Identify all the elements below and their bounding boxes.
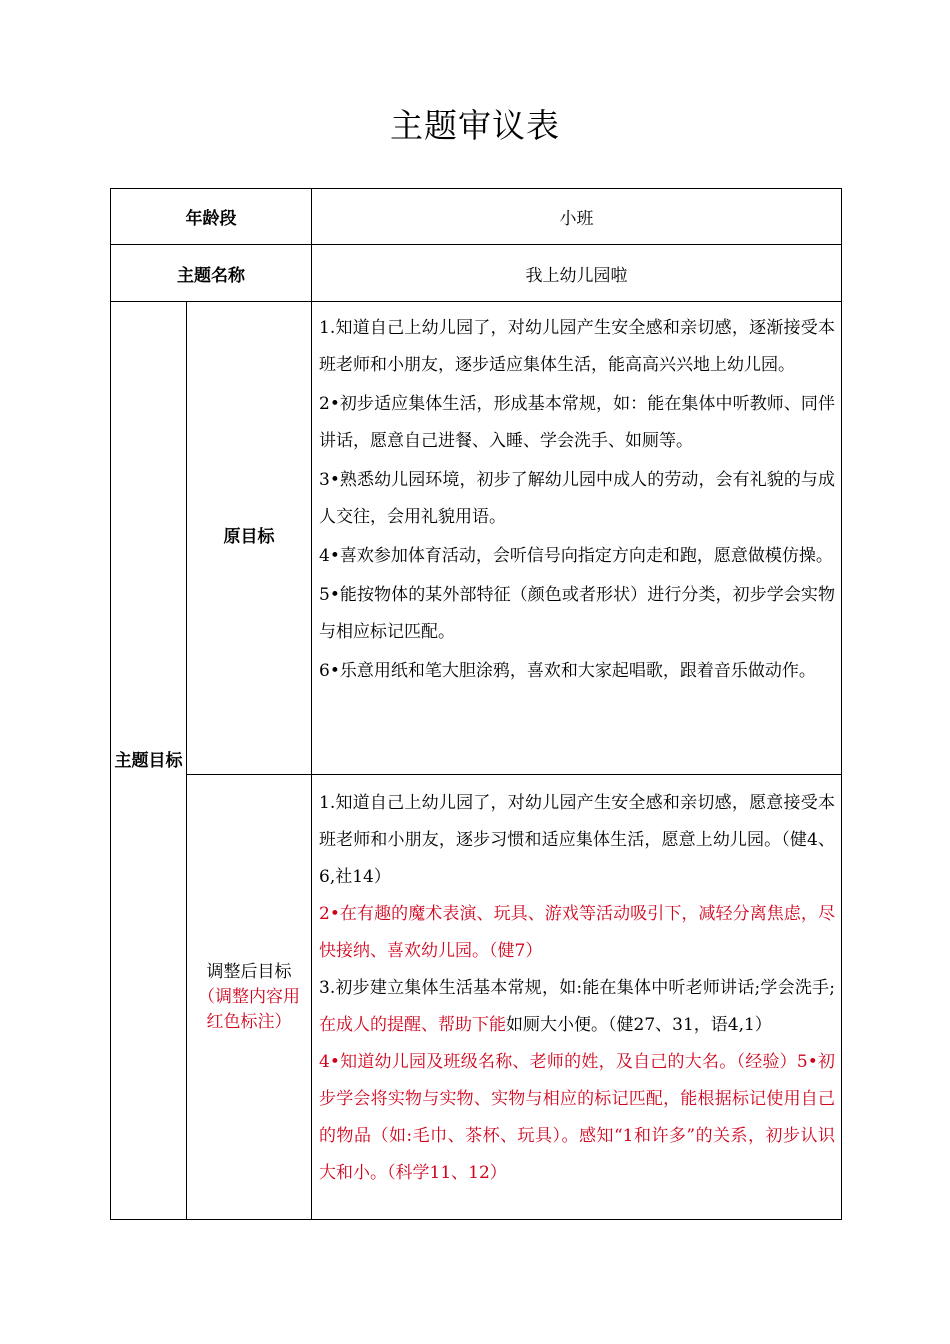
original-goal-3: 3•熟悉幼儿园环境，初步了解幼儿园中成人的劳动，会有礼貌的与成人交往，会用礼貌用语。 (319, 470, 835, 527)
adjusted-goals-list (312, 779, 841, 1192)
original-goal-6: 6•乐意用纸和笔大胆涂鸦，喜欢和大家起唱歌，跟着音乐做动作。 (319, 661, 816, 681)
adjusted-goals-label-cell (187, 775, 312, 1220)
original-goals-cell (312, 302, 842, 775)
adjusted-goal-3 (319, 970, 835, 1044)
theme-name-value: 我上幼儿园啦 (312, 245, 842, 302)
page-title: 主题审议表 (390, 106, 560, 145)
age-row (111, 189, 842, 245)
original-goals-row (111, 302, 842, 775)
original-goal-1: 1.知道自己上幼儿园了，对幼儿园产生安全感和亲切感，逐渐接受本班老师和小朋友，逐步适应集体生活，能高高兴兴地上幼儿园。 (319, 318, 835, 375)
adjusted-goal-3-highlight: 在成人的提醒、帮助下能 (319, 1015, 506, 1035)
review-table (110, 188, 842, 1220)
adjusted-goals-note: （调整内容用红色标注） (198, 986, 300, 1032)
original-goal-4: 4•喜欢参加体育活动，会听信号向指定方向走和跑，愿意做模仿操。 (319, 546, 833, 566)
original-goal-2: 2•初步适应集体生活，形成基本常规，如：能在集体中听教师、同伴讲话，愿意自己进餐、入睡、学会洗手、如厕等。 (319, 394, 835, 451)
adjusted-goal-4-5: 4•知道幼儿园及班级名称、老师的姓，及自己的大名。（经验）5•初步学会将实物与实物、实物与相应的标记匹配，能根据标记使用自己的物品（如:毛巾、茶杯、玩具）。感知“1和许多”的关系，初步认识大和小。（科学11、12） (319, 1052, 835, 1183)
adjusted-goal-3-part-a: 3.初步建立集体生活基本常规，如:能在集体中听老师讲话;学会洗手; (319, 978, 835, 998)
goals-label (111, 302, 187, 1220)
adjusted-goals-cell (312, 775, 842, 1220)
original-goals-list (312, 302, 841, 774)
adjusted-goals-label: 调整后目标 (206, 961, 292, 982)
theme-name-row (111, 245, 842, 302)
original-goals-label: 原目标 (187, 302, 312, 775)
theme-name-label: 主题名称 (111, 245, 312, 302)
age-label: 年龄段 (111, 189, 312, 245)
adjusted-goal-3-part-b: 如厕大小便。（健27、31，语4,1） (506, 1015, 772, 1035)
age-value: 小班 (312, 189, 842, 245)
adjusted-goal-1: 1.知道自己上幼儿园了，对幼儿园产生安全感和亲切感，愿意接受本班老师和小朋友，逐步习惯和适应集体生活，愿意上幼儿园。（健4、6,社14） (319, 793, 835, 887)
original-goal-5: 5•能按物体的某外部特征（颜色或者形状）进行分类，初步学会实物与相应标记匹配。 (319, 585, 835, 642)
adjusted-goals-row (111, 775, 842, 1220)
adjusted-goal-2: 2•在有趣的魔术表演、玩具、游戏等活动吸引下，减轻分离焦虑，尽快接纳、喜欢幼儿园。（健7） (319, 904, 835, 961)
goals-label-text: 主题目标 (114, 750, 183, 771)
